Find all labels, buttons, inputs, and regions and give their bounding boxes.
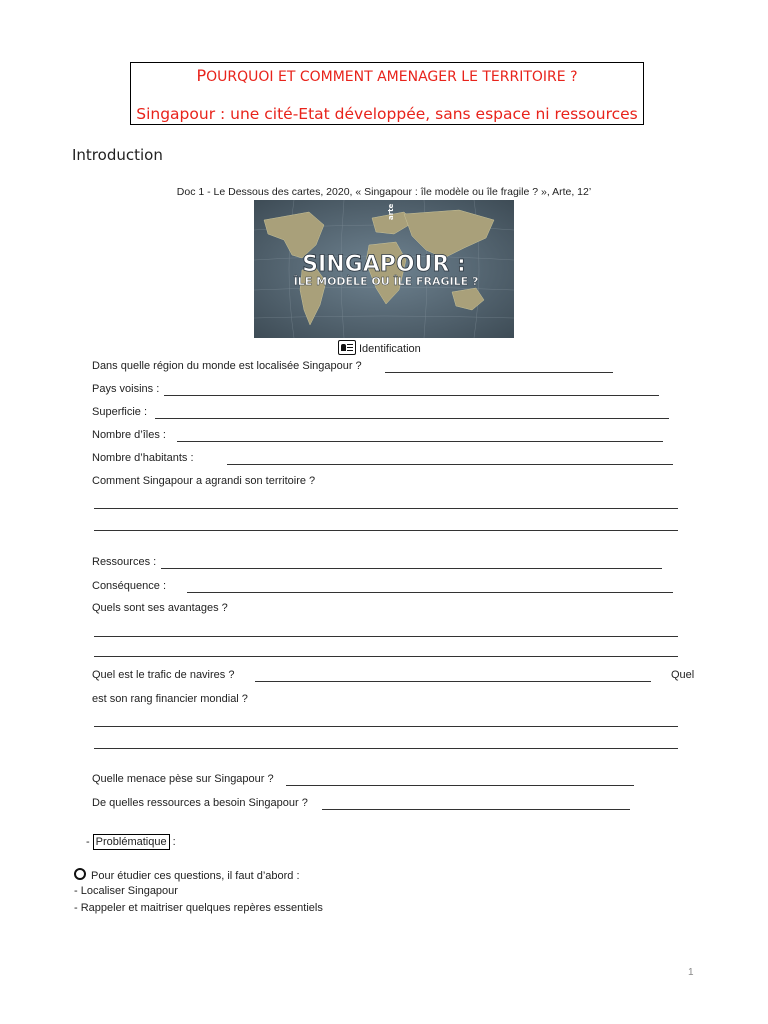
problematique: - Problématique : (86, 836, 176, 848)
video-subtitle: ÎLE MODÈLE OU ÎLE FRAGILE ? (293, 275, 479, 288)
answer-line-financial-1[interactable] (94, 726, 678, 727)
doc-caption: Doc 1 - Le Dessous des cartes, 2020, « Singapour : île modèle ou île fragile ? », Arte, 12’ (176, 186, 592, 198)
question-needs: De quelles ressources a besoin Singapour ? (92, 797, 308, 809)
question-neighbors: Pays voisins : (92, 383, 160, 395)
arte-logo: arte (387, 203, 395, 220)
id-card-icon (338, 340, 356, 355)
answer-line-region[interactable] (385, 372, 613, 373)
question-islands: Nombre d’îles : (92, 429, 166, 441)
answer-line-advantages-1[interactable] (94, 636, 678, 637)
video-thumbnail[interactable] (254, 200, 514, 338)
page-subtitle: Singapour : une cité-Etat développée, sans espace ni ressources (136, 105, 638, 123)
title-box (130, 62, 644, 125)
video-title: SINGAPOUR : (302, 252, 466, 277)
question-population: Nombre d’habitants : (92, 452, 194, 464)
answer-line-population[interactable] (227, 464, 673, 465)
task-intro: Pour étudier ces questions, il faut d’abord : (74, 868, 300, 882)
section-heading: Introduction (72, 146, 163, 164)
answer-line-financial-2[interactable] (94, 748, 678, 749)
answer-line-neighbors[interactable] (164, 395, 659, 396)
world-map-image (254, 200, 514, 338)
answer-line-threat[interactable] (286, 785, 634, 786)
question-threat: Quelle menace pèse sur Singapour ? (92, 773, 274, 785)
page-number: 1 (688, 967, 694, 978)
question-financial-start: Quel (671, 669, 695, 681)
question-consequence: Conséquence : (92, 580, 166, 592)
question-ships: Quel est le trafic de navires ? (92, 669, 235, 681)
problematique-label: Problématique (93, 834, 170, 850)
answer-line-advantages-2[interactable] (94, 656, 678, 657)
question-territory: Comment Singapour a agrandi son territoire ? (92, 475, 316, 487)
identification-heading: Identification (338, 340, 421, 355)
answer-line-territory-2[interactable] (94, 530, 678, 531)
answer-line-resources[interactable] (161, 568, 662, 569)
answer-line-area[interactable] (155, 418, 669, 419)
question-area: Superficie : (92, 406, 148, 418)
question-region: Dans quelle région du monde est localisée Singapour ? (92, 360, 362, 372)
answer-line-needs[interactable] (322, 809, 630, 810)
answer-line-consequence[interactable] (187, 592, 673, 593)
answer-line-ships[interactable] (255, 681, 651, 682)
question-resources: Ressources : (92, 556, 157, 568)
list-item: - Localiser Singapour (74, 885, 178, 897)
circle-bullet-icon (74, 868, 86, 880)
answer-line-islands[interactable] (177, 441, 663, 442)
answer-line-territory-1[interactable] (94, 508, 678, 509)
question-advantages: Quels sont ses avantages ? (92, 602, 228, 614)
list-item: - Rappeler et maitriser quelques repères essentiels (74, 902, 323, 914)
question-financial: est son rang financier mondial ? (92, 693, 248, 705)
page-title: POURQUOI ET COMMENT AMENAGER LE TERRITOIRE ? (196, 66, 578, 85)
